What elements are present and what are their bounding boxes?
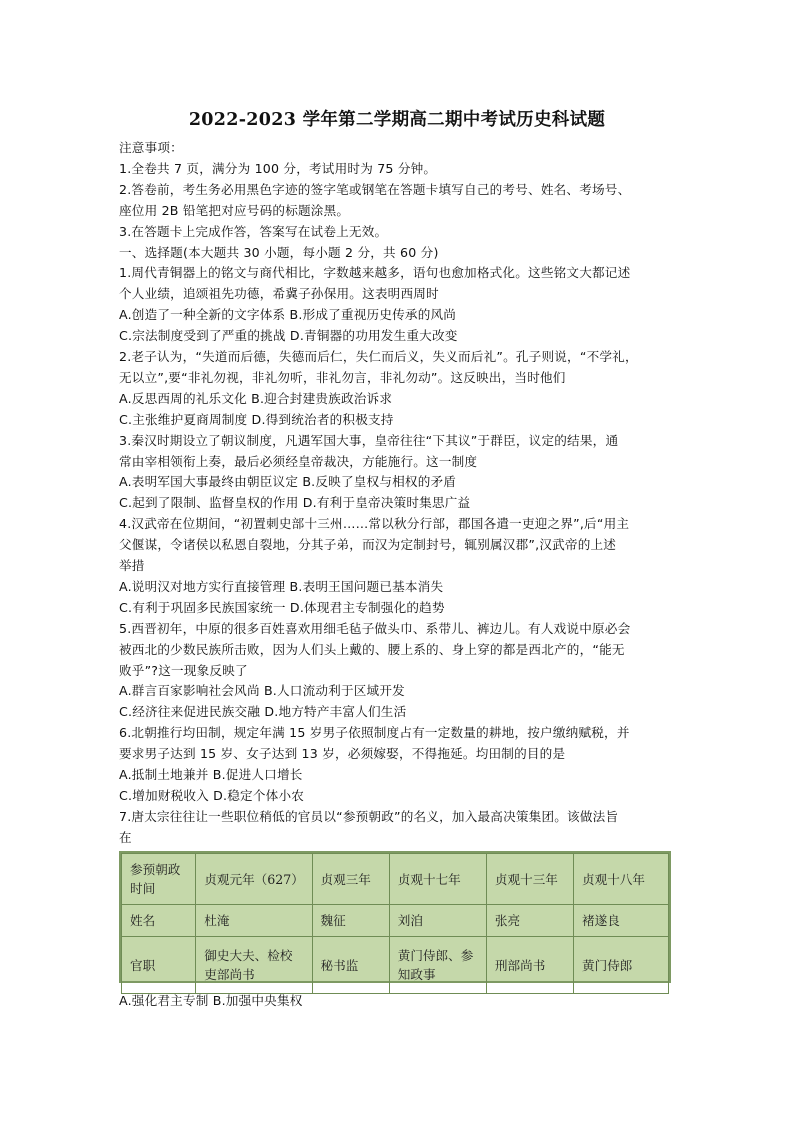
text-line: 2.老子认为，“失道而后德，失德而后仁，失仁而后义，失义而后礼”。孔子则说，“不学礼， (119, 349, 638, 364)
table-cell: 黄门侍郎 (574, 937, 669, 994)
table-cell: 贞观十三年 (486, 854, 573, 905)
text-line: 父偃谋，令诸侯以私恩自裂地，分其子弟，而汉为定制封号，辄别属汉郡”,汉武帝的上述 (119, 537, 617, 553)
text-line: 无以立”,要“非礼勿视，非礼勿听，非礼勿言，非礼勿动”。这反映出，当时他们 (119, 369, 566, 385)
text-line: 5.西晋初年，中原的很多百姓喜欢用细毛毡子做头巾、系带儿、裤边儿。有人戏说中原必会 (119, 620, 631, 636)
table-cell: 魏征 (312, 905, 389, 937)
text-line: A.创造了一种全新的文字体系 B.形成了重视历史传承的风尚 (119, 307, 457, 323)
table-cell: 御史大夫、检校吏部尚书 (196, 937, 312, 994)
table-cell: 刑部尚书 (486, 937, 573, 994)
text-line: 7.唐太宗往往让一些职位稍低的官员以“参预朝政”的名义，加入最高决策集团。该做法旨 (119, 808, 619, 824)
question-option: A.强化君主专制 B.加强中央集权 (119, 993, 303, 1008)
table-cell: 官职 (122, 937, 196, 994)
text-line: 举措 (119, 558, 145, 573)
officials-table (119, 851, 671, 983)
text-line: 要求男子达到 15 岁、女子达到 13 岁，必须嫁娶，不得拖延。均田制的目的是 (119, 746, 566, 762)
text-line: C.有利于巩固多民族国家统一 D.体现君主专制强化的趋势 (119, 599, 445, 615)
text-line: C.主张维护夏商周制度 D.得到统治者的积极支持 (119, 411, 394, 427)
table-cell: 刘洎 (389, 905, 486, 937)
table-cell: 参预朝政时间 (122, 854, 196, 905)
table-cell: 贞观十八年 (574, 854, 669, 905)
text-line: A.抵制土地兼并 B.促进人口增长 (119, 767, 303, 782)
text-line: 1.全卷共 7 页，满分为 100 分，考试用时为 75 分钟。 (119, 160, 437, 176)
text-line: 3.秦汉时期设立了朝议制度，凡遇军国大事，皇帝往往“下其议”于群臣，议定的结果，通 (119, 432, 619, 448)
text-line: A.表明军国大事最终由朝臣议定 B.反映了皇权与相权的矛盾 (119, 474, 457, 490)
text-line: 座位用 2B 铅笔把对应号码的标题涂黑。 (119, 202, 350, 218)
table-cell: 贞观元年（627） (196, 854, 312, 905)
table-cell: 贞观三年 (312, 854, 389, 905)
text-line: A.说明汉对地方实行直接管理 B.表明王国问题已基本消失 (119, 578, 444, 594)
text-line: 败乎”?这一现象反映了 (119, 662, 248, 678)
text-line: 3.在答题卡上完成作答，答案写在试卷上无效。 (119, 223, 388, 239)
text-line: 个人业绩，追颂祖先功德，希冀子孙保用。这表明西周时 (119, 286, 439, 302)
table-cell: 秘书监 (312, 937, 389, 994)
text-line: 2.答卷前，考生务必用黑色字迹的签字笔或钢笔在答题卡填写自己的考号、姓名、考场号、 (119, 181, 631, 197)
table-cell: 黄门侍郎、参知政事 (389, 937, 486, 994)
table-cell: 贞观十七年 (389, 854, 486, 905)
text-line: A.反思西周的礼乐文化 B.迎合封建贵族政治诉求 (119, 390, 393, 406)
text-line: C.宗法制度受到了严重的挑战 D.青铜器的功用发生重大改变 (119, 328, 458, 344)
table-cell: 褚遂良 (574, 905, 669, 937)
table-row (122, 905, 669, 937)
text-line: 注意事项： (119, 140, 183, 155)
text-line: C.增加财税收入 D.稳定个体小农 (119, 787, 305, 803)
text-line: C.经济往来促进民族交融 D.地方特产丰富人们生活 (119, 704, 407, 720)
table-row (122, 937, 669, 994)
text-line: 在 (119, 829, 132, 845)
text-line: 4.汉武帝在位期间，“初置刺史部十三州……常以秋分行部，郡国各遣一吏迎之界”,后“用主 (119, 516, 630, 532)
exam-title: 2022-2023 学年第二学期高二期中考试历史科试题 (188, 110, 606, 130)
text-line: A.群言百家影响社会风尚 B.人口流动利于区域开发 (119, 683, 405, 699)
table-cell: 姓名 (122, 905, 196, 937)
text-line: C.起到了限制、监督皇权的作用 D.有利于皇帝决策时集思广益 (119, 495, 471, 511)
table-row (122, 854, 669, 905)
text-line: 常由宰相领衔上奏，最后必须经皇帝裁决，方能施行。这一制度 (119, 453, 478, 469)
table-cell: 杜淹 (196, 905, 312, 937)
text-line: 一、选择题(本大题共 30 小题，每小题 2 分，共 60 分) (119, 244, 439, 260)
text-line: 6.北朝推行均田制，规定年满 15 岁男子依照制度占有一定数量的耕地，按户缴纳赋税，并 (119, 725, 630, 741)
text-line: 被西北的少数民族所击败，因为人们头上戴的、腰上系的、身上穿的都是西北产的，“能无 (119, 641, 625, 657)
text-line: 1.周代青铜器上的铭文与商代相比，字数越来越多，语句也愈加格式化。这些铭文大都记述 (119, 265, 631, 281)
table-cell: 张亮 (486, 905, 573, 937)
